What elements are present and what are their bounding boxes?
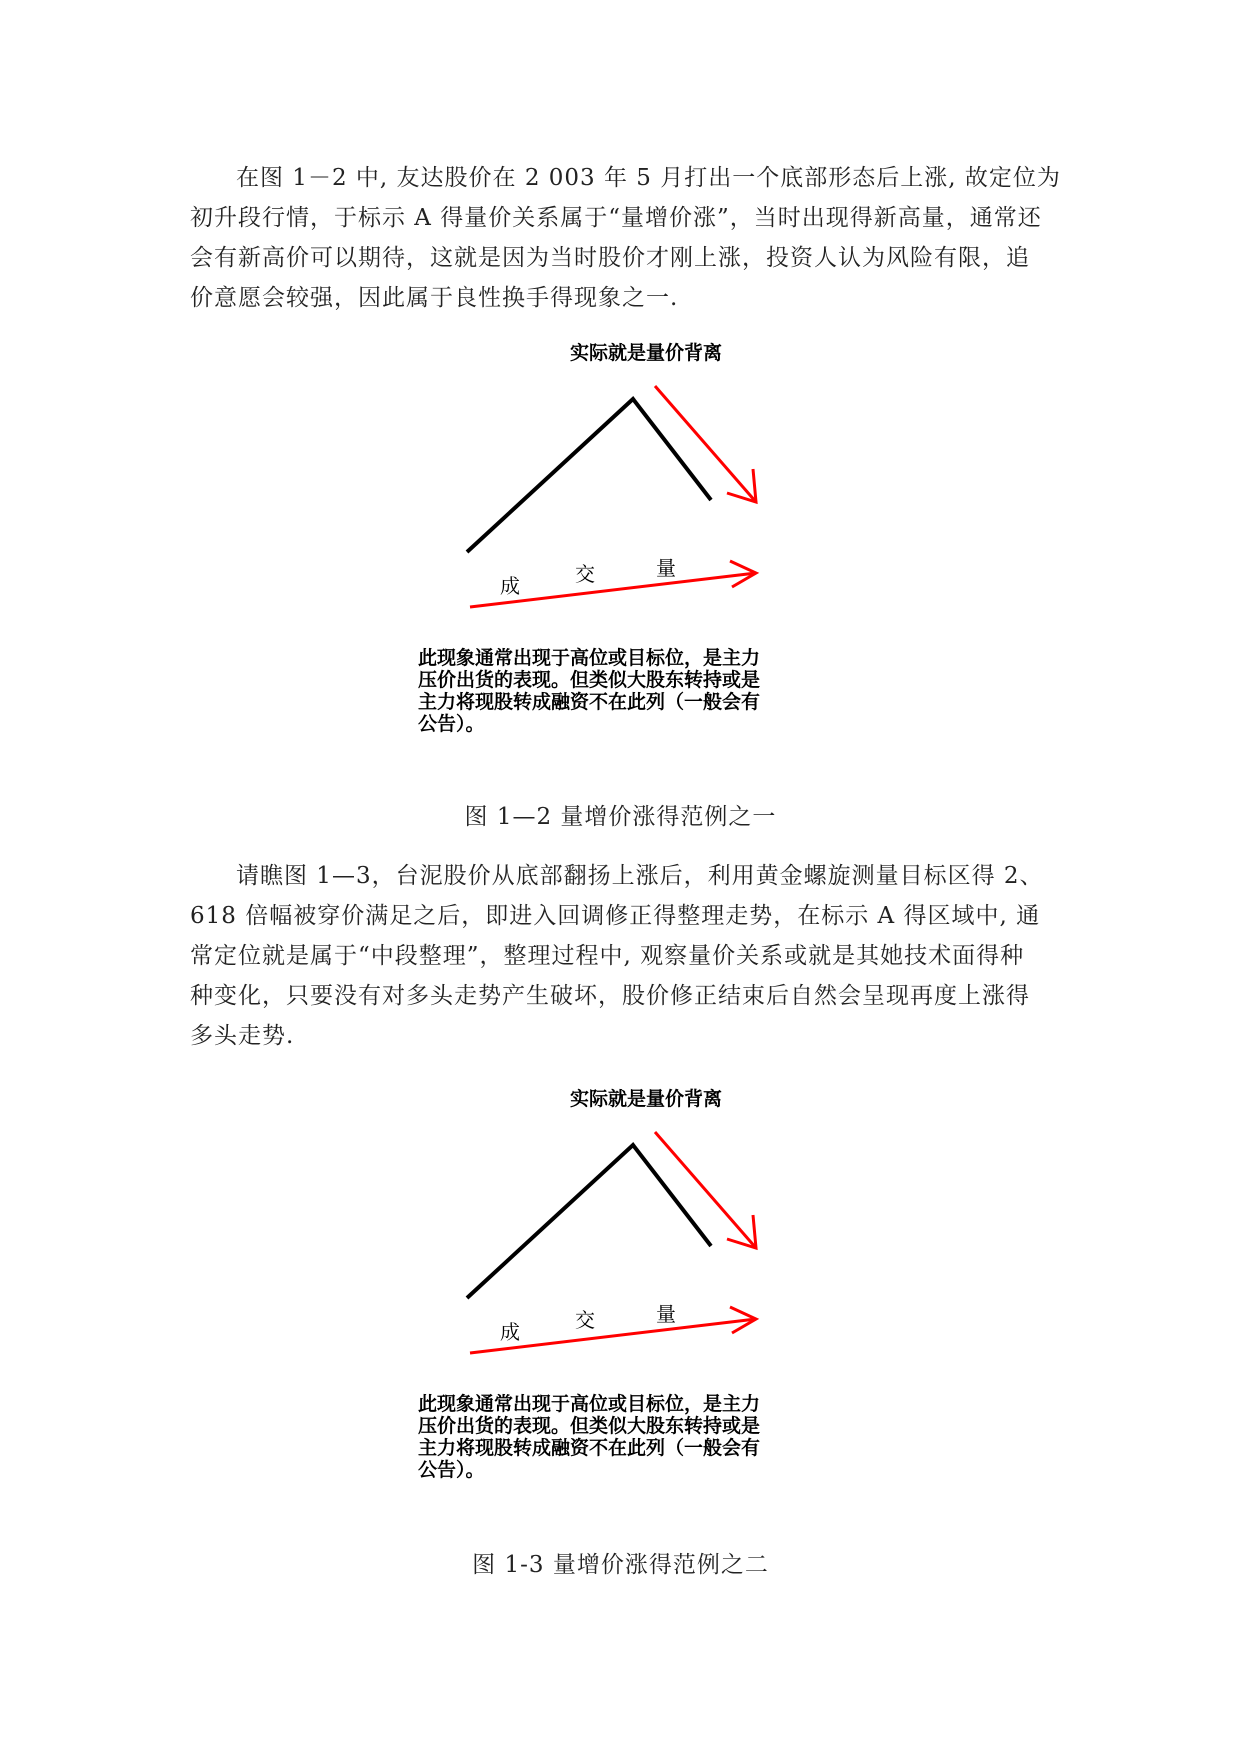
paragraph-1 [190, 158, 1070, 318]
volume-label-char: 交 [575, 562, 595, 586]
figure-note-line: 压价出货的表现。但类似大股东转持或是 [418, 1415, 761, 1437]
figure-note-line: 此现象通常出现于高位或目标位，是主力 [418, 647, 761, 669]
figure-title: 实际就是量价背离 [570, 1088, 723, 1110]
figure-note-line: 压价出货的表现。但类似大股东转持或是 [418, 669, 761, 691]
volume-label-char: 量 [656, 1302, 676, 1326]
paragraph-1-line: 初升段行情，于标示 A 得量价关系属于“量增价涨”，当时出现得新高量，通常还 [190, 205, 1042, 231]
paragraph-2-line: 常定位就是属于“中段整理”，整理过程中, 观察量价关系或就是其她技术面得种 [190, 943, 1025, 969]
paragraph-1-line: 价意愿会较强，因此属于良性换手得现象之一. [190, 285, 679, 311]
figure-note-line: 公告）。 [418, 1459, 485, 1481]
paragraph-2-line: 请瞧图 1—3，台泥股价从底部翻扬上涨后，利用黄金螺旋测量目标区得 2、 [236, 863, 1044, 889]
volume-label-char: 成 [500, 1320, 520, 1344]
figure-title: 实际就是量价背离 [570, 342, 723, 364]
figure-note-line: 公告）。 [418, 713, 485, 735]
paragraph-2-line: 618 倍幅被穿价满足之后，即进入回调修正得整理走势，在标示 A 得区域中, 通 [190, 903, 1041, 929]
paragraph-2-line: 多头走势. [190, 1023, 295, 1049]
price-line [467, 399, 711, 552]
paragraph-1-line: 在图 1－2 中, 友达股价在 2 003 年 5 月打出一个底部形态后上涨, 故定位为 [236, 165, 1061, 191]
figure-note [418, 1393, 838, 1481]
figure-2-caption: 图 1-3 量增价涨得范例之二 [472, 1552, 769, 1578]
paragraph-2 [190, 856, 1070, 1056]
figure-note-line: 主力将现股转成融资不在此列（一般会有 [418, 691, 761, 713]
volume-label-char: 量 [656, 556, 676, 580]
price-line [467, 1145, 711, 1298]
paragraph-1-line: 会有新高价可以期待，这就是因为当时股价才刚上涨，投资人认为风险有限，追 [190, 245, 1030, 271]
paragraph-2-line: 种变化，只要没有对多头走势产生破坏，股价修正结束后自然会呈现再度上涨得 [190, 983, 1030, 1009]
volume-label-char: 成 [500, 574, 520, 598]
figure-note-line: 主力将现股转成融资不在此列（一般会有 [418, 1437, 761, 1459]
figure-1-caption: 图 1—2 量增价涨得范例之一 [464, 804, 777, 830]
figure-2-diagram [400, 1088, 840, 1498]
figure-note-line: 此现象通常出现于高位或目标位，是主力 [418, 1393, 761, 1415]
figure-1-diagram [400, 342, 840, 752]
volume-label-char: 交 [575, 1308, 595, 1332]
figure-note [418, 647, 838, 735]
